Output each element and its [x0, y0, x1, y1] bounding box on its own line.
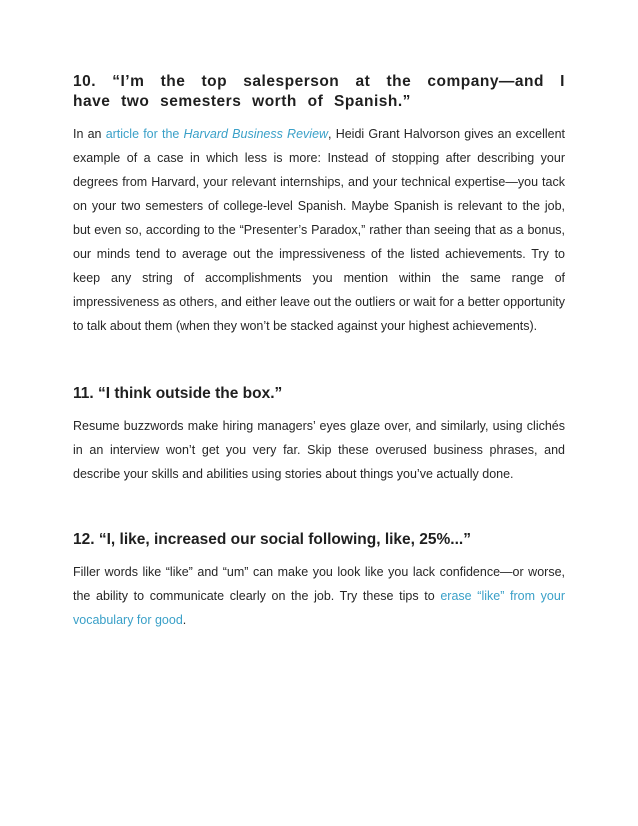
section-11-paragraph: Resume buzzwords make hiring managers’ eyes glaze over, and similarly, using clichés in an interview won’t get you very far. Skip these overused business phrases, and describe your skills and abilities using stories about things you’ve actually done.	[73, 419, 565, 481]
section-11	[73, 384, 565, 486]
section-12-heading: 12. “I, like, increased our social following, like, 25%...”	[73, 531, 471, 548]
hbr-article-link[interactable]	[106, 127, 328, 141]
section-10-paragraph	[73, 122, 565, 338]
section-12-paragraph	[73, 560, 565, 632]
hbr-link-prefix: article for the	[105, 127, 184, 141]
document-page	[73, 72, 565, 632]
erase-like-link[interactable]: erase “like” from your vocabulary for good	[73, 589, 565, 627]
section-10	[73, 72, 565, 338]
section-12	[73, 530, 565, 632]
section-10-body-text: , Heidi Grant Halvorson gives an excellent example of a case in which less is more: Instead of stopping after describing your degrees from Harvard, your relevant internships, and your technical expertise—you tack on your two semesters of college-level Spanish. Maybe Spanish is relevant to the job, but even so, according to the “Presenter’s Paradox,” rather than seeing that as a bonus, our minds tend to average out the impressiveness of the listed achievements. Try to keep any string of accomplishments you mention within the same range of impressiveness as others, and either leave out the outliers or wait for a better opportunity to talk about them (when they won’t be stacked against your highest achievements).	[73, 127, 566, 333]
section-11-heading: 11. “I think outside the box.”	[73, 385, 283, 402]
section-12-body-text: Filler words like “like” and “um” can make you look like you lack confidence—or worse, the ability to communicate clearly on the job. Try these tips to	[73, 565, 565, 603]
hbr-link-title: Harvard Business Review	[183, 127, 329, 141]
section-10-intro-text: In an	[73, 127, 106, 141]
section-12-period: .	[182, 613, 187, 627]
section-10-heading: 10. “I’m the top salesperson at the company—and I have two semesters worth of Spanish.”	[73, 73, 565, 110]
